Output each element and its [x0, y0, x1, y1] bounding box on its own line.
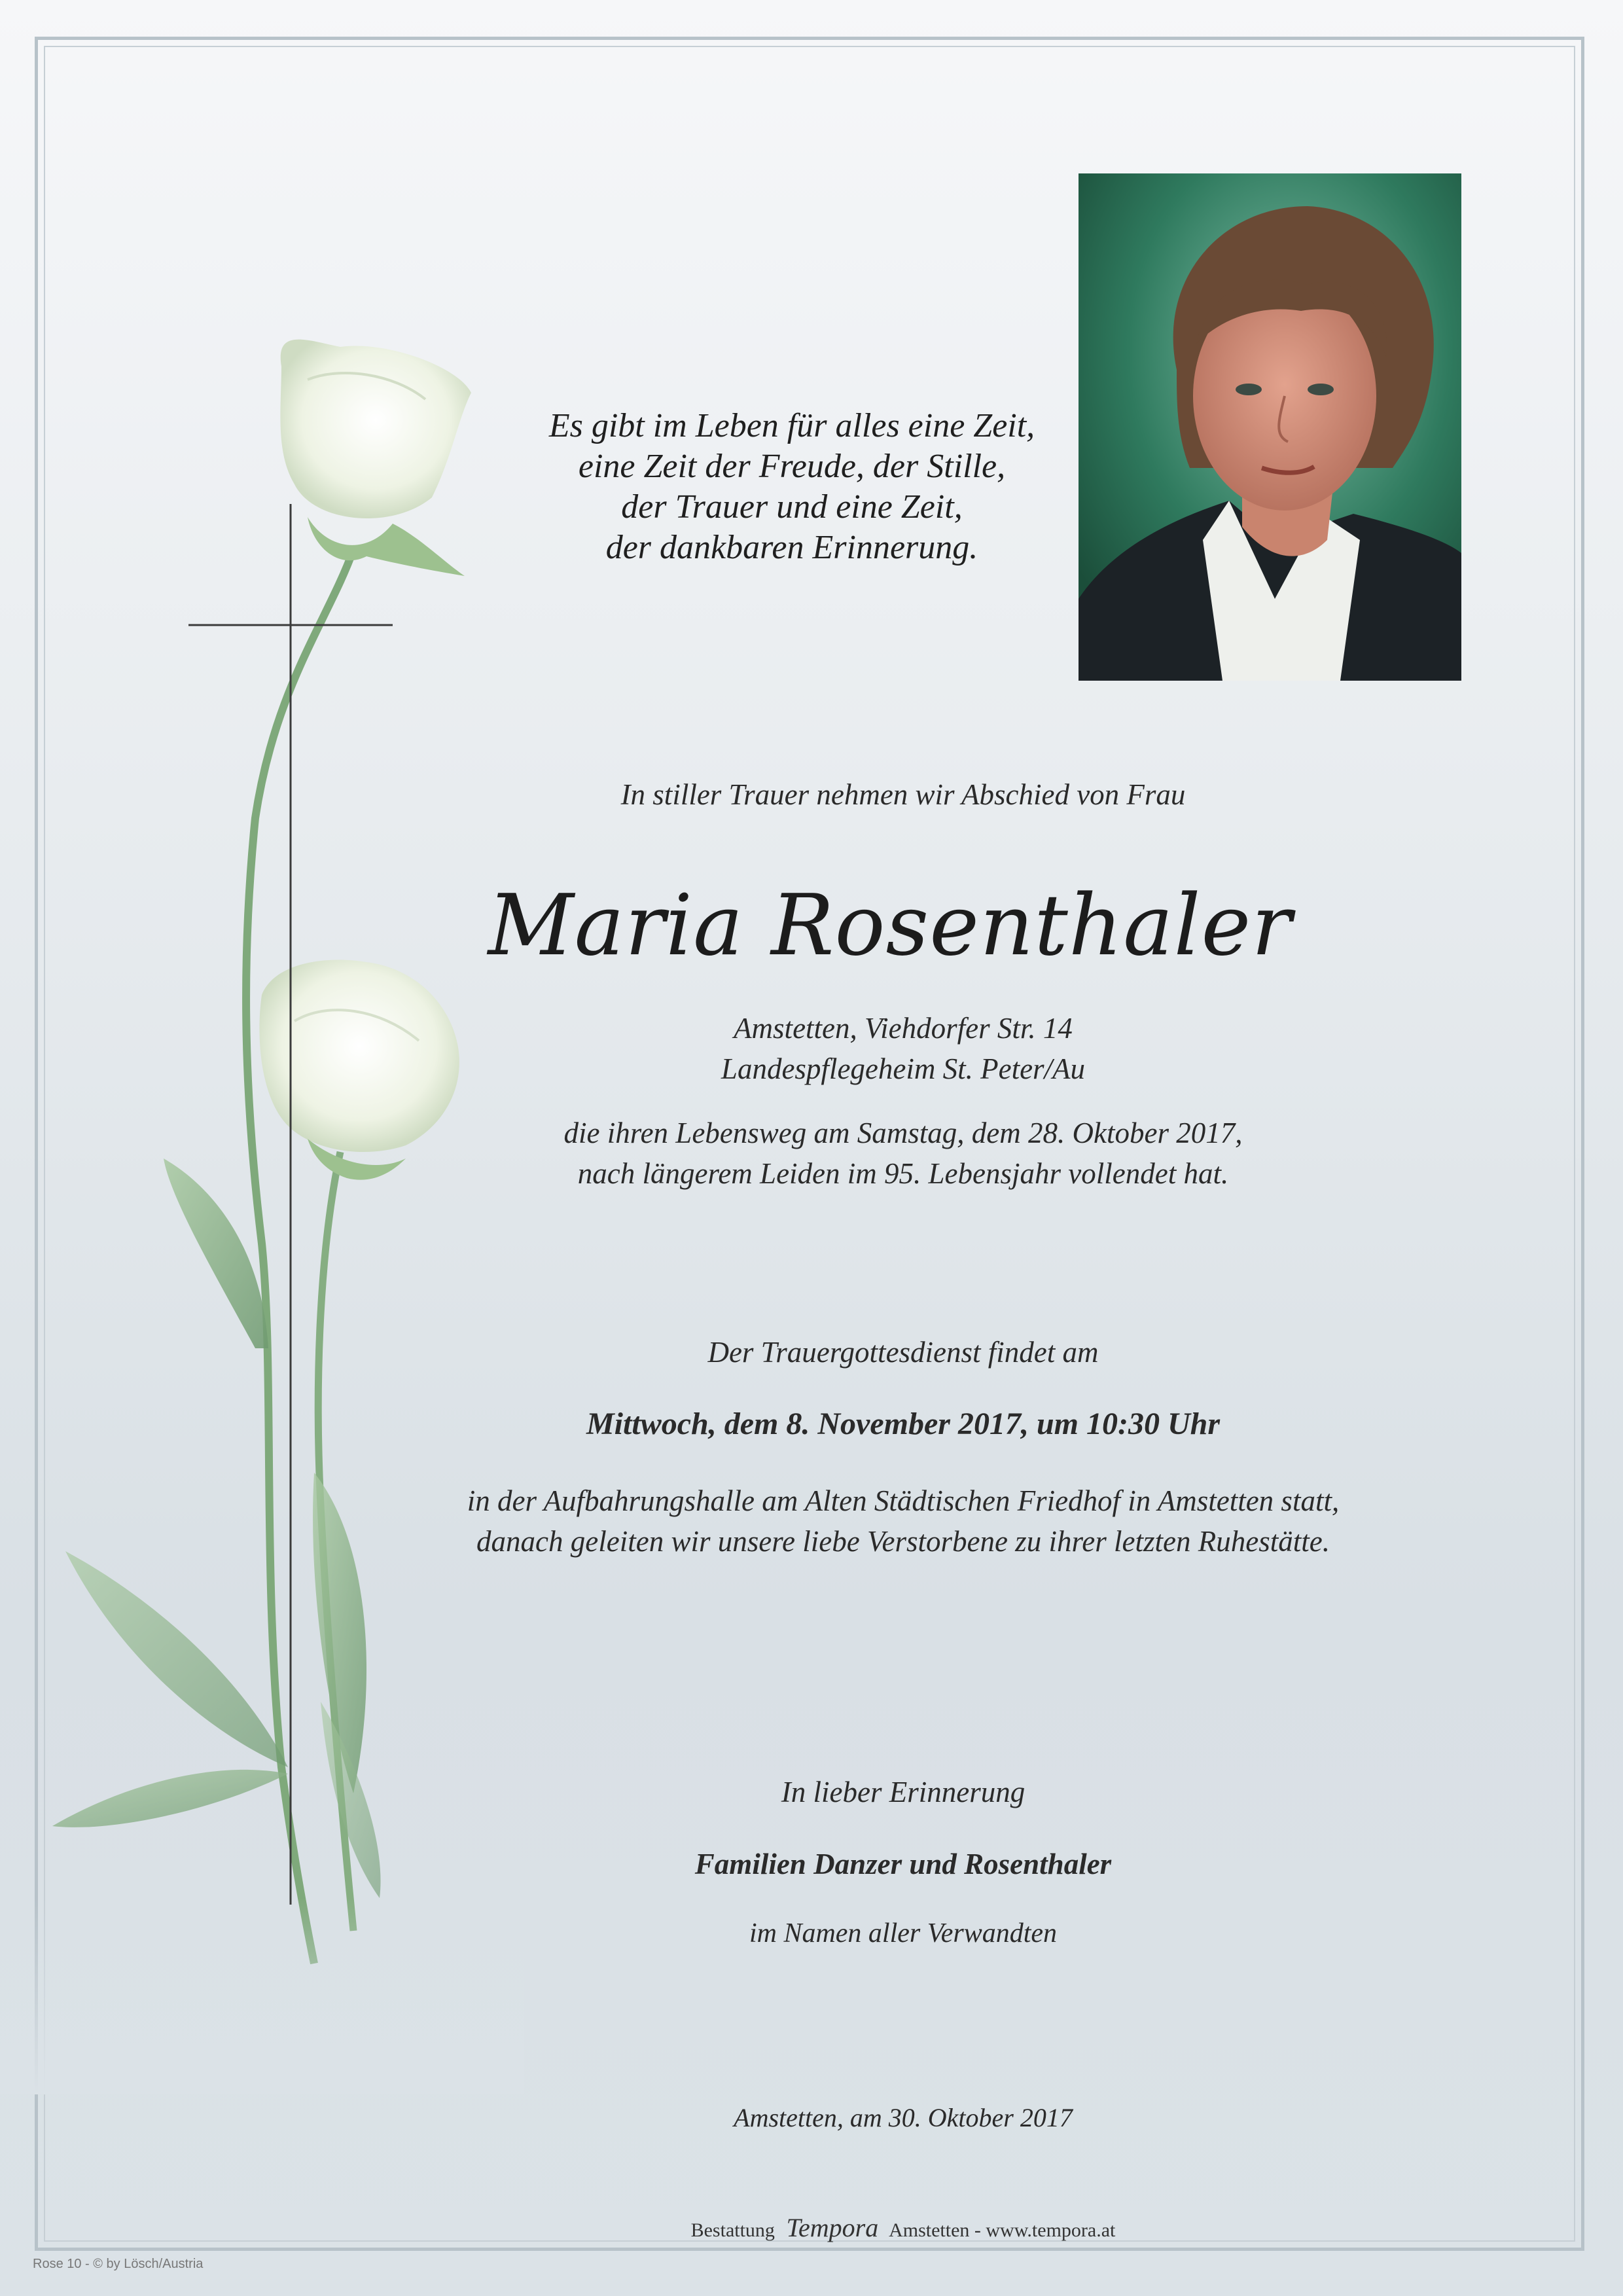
poem-line: der Trauer und eine Zeit,: [621, 488, 963, 526]
dateline: Amstetten, am 30. Oktober 2017: [734, 2103, 1073, 2132]
service-intro: Der Trauergottesdienst findet am: [707, 1336, 1099, 1369]
intro-text: In stiller Trauer nehmen wir Abschied von Frau: [620, 778, 1186, 811]
address-line: Amstetten, Viehdorfer Str. 14: [734, 1012, 1073, 1045]
poem-line: eine Zeit der Freude, der Stille,: [578, 448, 1006, 485]
poem: [432, 406, 1152, 568]
deceased-name: Maria Rosenthaler: [488, 877, 1293, 975]
place-line: danach geleiten wir unsere liebe Verstorbene zu ihrer letzten Ruhestätte.: [476, 1525, 1330, 1558]
image-credit: Rose 10 - © by Lösch/Austria: [33, 2257, 204, 2271]
poem-line: der dankbaren Erinnerung.: [605, 529, 978, 566]
place-line: in der Aufbahrungshalle am Alten Städtischen Friedhof in Amstetten statt,: [467, 1484, 1340, 1517]
footer-suffix: Amstetten - www.tempora.at: [889, 2219, 1116, 2241]
service-date: Mittwoch, dem 8. November 2017, um 10:30 Uhr: [586, 1407, 1220, 1441]
address-line: Landespflegeheim St. Peter/Au: [721, 1052, 1086, 1085]
memory-text: In lieber Erinnerung: [781, 1776, 1026, 1808]
footer-prefix: Bestattung: [690, 2219, 775, 2241]
service-place: [92, 1480, 1623, 1562]
relatives-text: im Namen aller Verwandten: [749, 1918, 1058, 1948]
footer-brand: Tempora: [786, 2213, 879, 2242]
death-line: nach längerem Leiden im 95. Lebensjahr vollendet hat.: [577, 1157, 1229, 1190]
footer: [92, 2212, 1623, 2243]
death-notice: [92, 1113, 1623, 1194]
poem-line: Es gibt im Leben für alles eine Zeit,: [548, 407, 1035, 444]
address-block: [92, 1008, 1623, 1089]
death-line: die ihren Lebensweg am Samstag, dem 28. Oktober 2017,: [563, 1117, 1243, 1149]
families-text: Familien Danzer und Rosenthaler: [694, 1848, 1112, 1880]
